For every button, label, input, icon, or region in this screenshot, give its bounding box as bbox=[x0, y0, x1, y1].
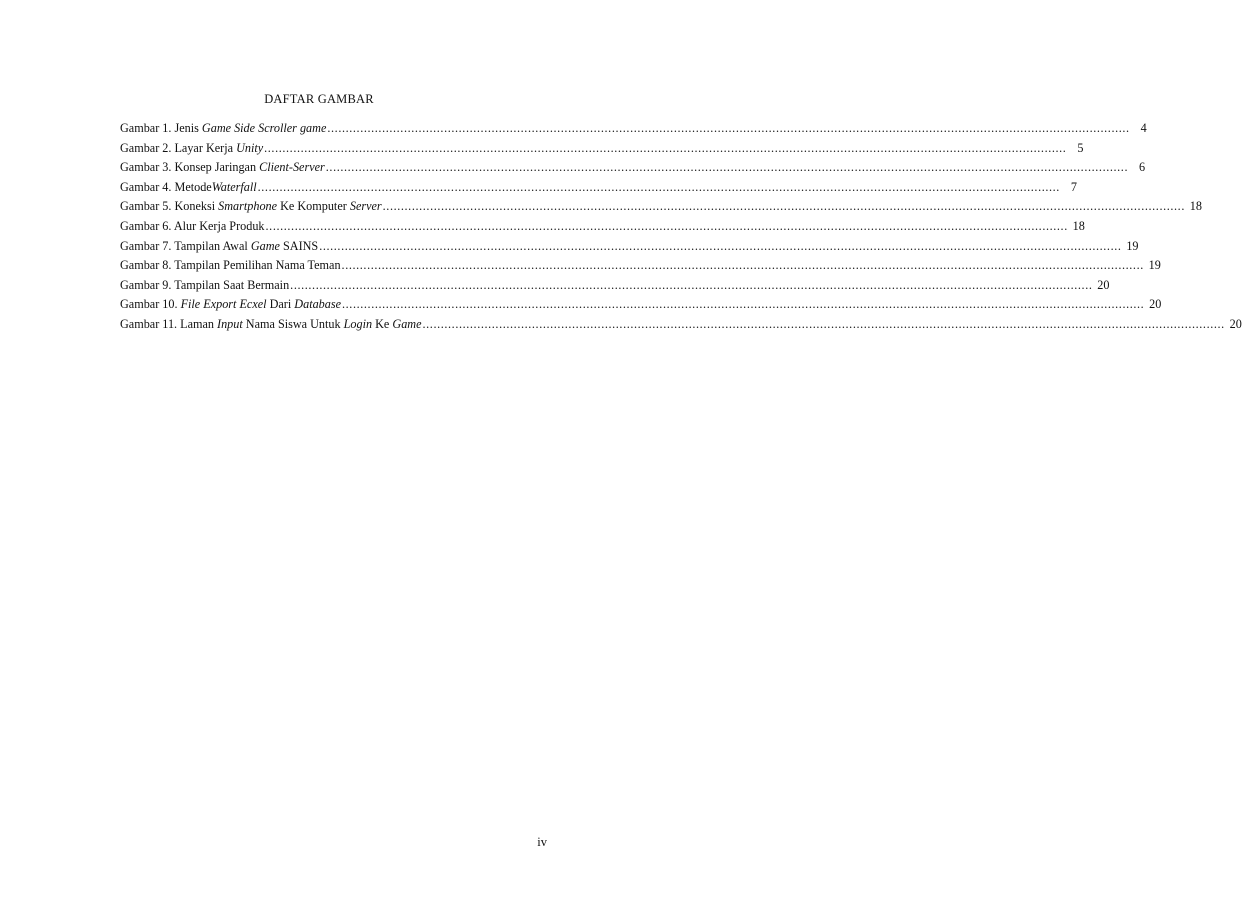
toc-entry bbox=[120, 258, 1161, 278]
toc-leader-dots: ............................................................................................................................................................................................................................ bbox=[327, 121, 1130, 135]
toc-entry-label bbox=[120, 297, 341, 312]
toc-entry-label-text: Gambar 5. Koneksi bbox=[120, 199, 219, 214]
toc-entry-label-text: Gambar 1. Jenis bbox=[120, 121, 202, 135]
toc-entry bbox=[120, 218, 1085, 239]
toc-leader-dots: ............................................................................................................................................................................................................................ bbox=[265, 218, 1068, 233]
toc-entry-page: 19 bbox=[1148, 258, 1161, 273]
toc-entry-page: 20 bbox=[1229, 316, 1242, 331]
toc-entry-label-text: Gambar 11. Laman bbox=[120, 316, 218, 331]
toc-entry bbox=[120, 179, 1077, 200]
toc-entry-label-text: SAINS bbox=[279, 238, 319, 253]
toc-entry-label-text: Ke Komputer bbox=[277, 199, 350, 214]
toc-entry-page: 19 bbox=[1126, 238, 1139, 253]
toc-entry-page: 4 bbox=[1140, 121, 1147, 135]
toc-entry-label-text: Gambar 9. Tampilan Saat Bermain bbox=[120, 277, 290, 292]
toc-entry-label-italic: Waterfall bbox=[211, 179, 257, 194]
toc-entry bbox=[120, 199, 1202, 219]
toc-entry-page: 20 bbox=[1149, 297, 1162, 312]
toc-entry-label bbox=[120, 141, 263, 156]
toc-entry bbox=[120, 277, 1110, 298]
toc-leader-dots: ............................................................................................................................................................................................................................ bbox=[341, 258, 1144, 273]
toc-entry-page: 18 bbox=[1072, 218, 1085, 233]
toc-entry-page: 18 bbox=[1189, 199, 1202, 214]
toc-entry-label-italic: File Export Ecxel bbox=[180, 297, 267, 312]
toc-leader-dots: ............................................................................................................................................................................................................................ bbox=[257, 179, 1060, 194]
toc-entry-label-text: Gambar 6. Alur Kerja Produk bbox=[120, 218, 265, 233]
toc-entry-page: 5 bbox=[1077, 140, 1084, 155]
toc-entry bbox=[120, 140, 1084, 161]
toc-entry bbox=[120, 297, 1162, 317]
toc-entry-label bbox=[120, 121, 326, 136]
toc-entry-label-text: Dari bbox=[266, 297, 295, 312]
toc-entry-label-text: Gambar 3. Konsep Jaringan bbox=[120, 160, 260, 175]
toc-entry-label-text: Gambar 4. Metode bbox=[120, 179, 212, 194]
toc-entry-label-italic: Input bbox=[217, 316, 243, 331]
toc-entry-label-text: Nama Siswa Untuk bbox=[242, 316, 344, 331]
toc-entry-label-text: Gambar 2. Layar Kerja bbox=[120, 140, 237, 155]
toc-entry-label-italic: Unity bbox=[236, 140, 264, 155]
toc-leader-dots: ............................................................................................................................................................................................................................ bbox=[422, 316, 1225, 331]
toc-entry bbox=[120, 160, 1146, 180]
toc-entry-label-text: Gambar 10. bbox=[120, 297, 181, 312]
toc-entry-label-italic: Game bbox=[392, 316, 422, 331]
toc-entry-page: 20 bbox=[1097, 277, 1110, 292]
toc-entry-label bbox=[120, 317, 422, 332]
toc-entry bbox=[120, 316, 1242, 337]
toc-entry-page: 6 bbox=[1139, 160, 1146, 175]
toc-entry-label-text: Gambar 7. Tampilan Awal bbox=[120, 238, 251, 253]
toc-entry-label bbox=[120, 199, 382, 214]
toc-entry-label bbox=[120, 160, 325, 175]
toc-entry-label-italic: Server bbox=[349, 199, 382, 214]
toc-entry-label-italic: Client-Server bbox=[259, 160, 325, 175]
toc-leader-dots: ............................................................................................................................................................................................................................ bbox=[342, 297, 1145, 312]
page-number: iv bbox=[537, 835, 547, 849]
toc-leader-dots: ............................................................................................................................................................................................................................ bbox=[319, 238, 1122, 253]
toc-entry bbox=[120, 238, 1139, 259]
toc-entry-label-italic: Game Side Scroller game bbox=[201, 121, 327, 135]
toc-entry-label-text: Ke bbox=[372, 316, 393, 331]
toc-entry-label bbox=[120, 219, 265, 234]
toc-entry-label-italic: Login bbox=[343, 316, 373, 331]
toc-entry-label bbox=[120, 239, 318, 254]
toc-entry-label bbox=[120, 180, 257, 195]
toc-leader-dots: ............................................................................................................................................................................................................................ bbox=[325, 160, 1129, 175]
toc-entry-page: 7 bbox=[1070, 179, 1077, 194]
toc-entry-label-italic: Database bbox=[294, 297, 342, 312]
page-title: DAFTAR GAMBAR bbox=[264, 92, 374, 106]
toc-leader-dots: ............................................................................................................................................................................................................................ bbox=[264, 140, 1067, 155]
toc-entry bbox=[120, 121, 1147, 141]
toc-leader-dots: ............................................................................................................................................................................................................................ bbox=[290, 277, 1093, 292]
table-of-figures bbox=[120, 121, 1242, 337]
toc-entry-label bbox=[120, 278, 289, 293]
toc-entry-label bbox=[120, 258, 341, 273]
toc-entry-label-italic: Game bbox=[250, 238, 280, 253]
toc-entry-label-italic: Smartphone bbox=[218, 199, 278, 214]
toc-entry-label-text: Gambar 8. Tampilan Pemilihan Nama Teman bbox=[120, 258, 341, 273]
toc-leader-dots: ............................................................................................................................................................................................................................ bbox=[382, 199, 1185, 214]
